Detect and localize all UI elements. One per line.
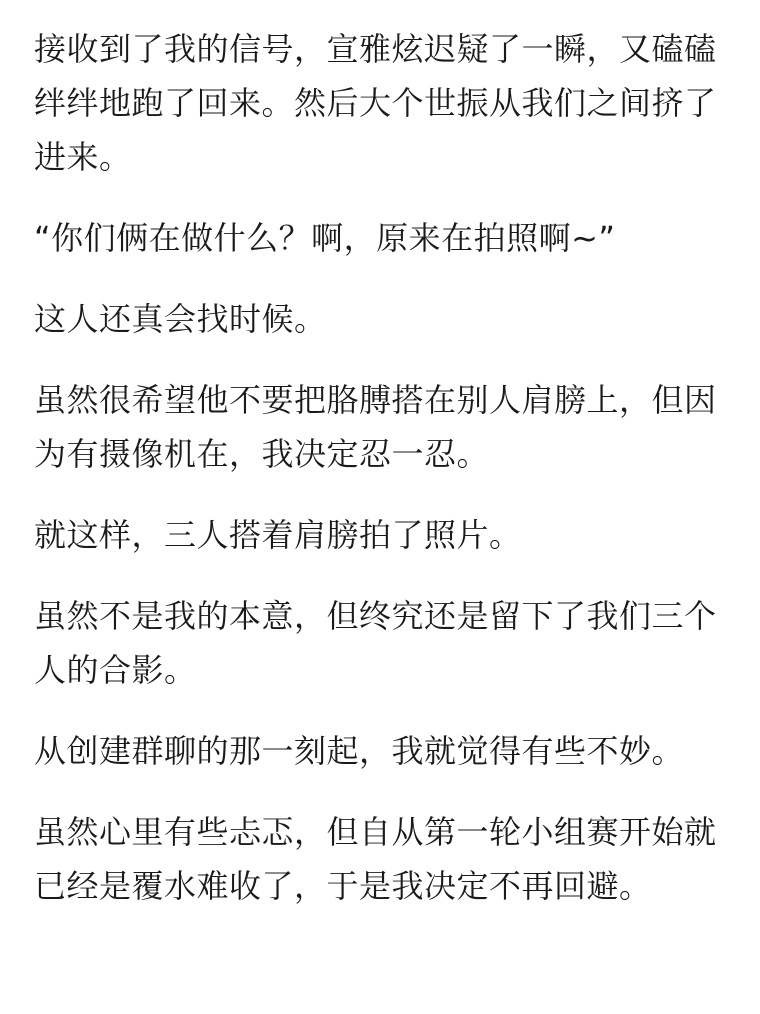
paragraph-1: 接收到了我的信号，宣雅炫迟疑了一瞬，又磕磕绊绊地跑了回来。然后大个世振从我们之间挤了进来。 <box>34 30 717 176</box>
paragraph-4: 虽然很希望他不要把胳膊搭在别人肩膀上，但因为有摄像机在，我决定忍一忍。 <box>34 381 717 473</box>
paragraph-6: 虽然不是我的本意，但终究还是留下了我们三个人的合影。 <box>34 597 717 689</box>
paragraph-8: 虽然心里有些忐忑，但自从第一轮小组赛开始就已经是覆水难收了，于是我决定不再回避。 <box>34 813 717 905</box>
article-body <box>34 22 734 940</box>
paragraph-2: “你们俩在做什么？啊，原来在拍照啊~” <box>34 219 616 257</box>
paragraph-3: 这人还真会找时候。 <box>34 300 327 338</box>
paragraph-7: 从创建群聊的那一刻起，我就觉得有些不妙。 <box>34 732 685 770</box>
paragraph-5: 就这样，三人搭着肩膀拍了照片。 <box>34 516 522 554</box>
